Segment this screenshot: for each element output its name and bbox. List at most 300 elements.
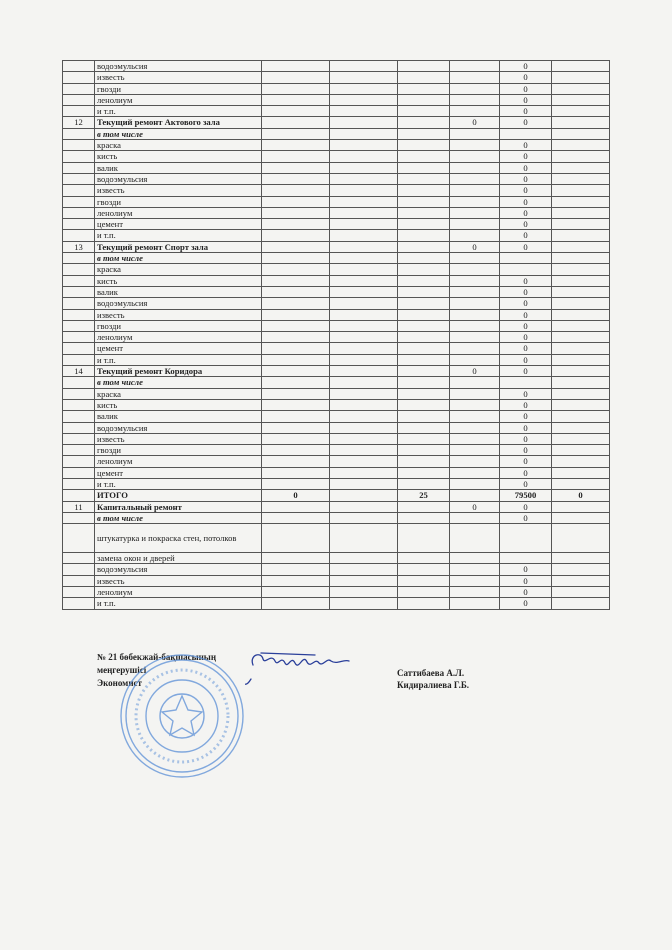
- value-cell: 79500: [500, 490, 552, 501]
- value-cell: [552, 598, 610, 609]
- value-cell: 0: [500, 445, 552, 456]
- row-number-cell: [63, 411, 95, 422]
- row-number-cell: [63, 343, 95, 354]
- value-cell: [262, 83, 330, 94]
- value-cell: [262, 219, 330, 230]
- value-cell: [398, 72, 450, 83]
- value-cell: [398, 553, 450, 564]
- value-cell: [262, 185, 330, 196]
- item-label-cell: в том числе: [95, 253, 262, 264]
- value-cell: [330, 456, 398, 467]
- value-cell: [500, 253, 552, 264]
- value-cell: 0: [500, 467, 552, 478]
- value-cell: [330, 207, 398, 218]
- value-cell: [262, 467, 330, 478]
- value-cell: [262, 140, 330, 151]
- value-cell: [398, 445, 450, 456]
- value-cell: [330, 219, 398, 230]
- value-cell: 0: [500, 512, 552, 523]
- table-row: [63, 445, 610, 456]
- value-cell: [552, 564, 610, 575]
- item-label-cell: водоэмульсия: [95, 61, 262, 72]
- value-cell: [450, 524, 500, 553]
- value-cell: [262, 320, 330, 331]
- item-label-cell: ленолиум: [95, 587, 262, 598]
- value-cell: [552, 219, 610, 230]
- value-cell: [262, 587, 330, 598]
- value-cell: [450, 61, 500, 72]
- row-number-cell: [63, 286, 95, 297]
- value-cell: [330, 399, 398, 410]
- value-cell: [450, 264, 500, 275]
- value-cell: [552, 106, 610, 117]
- value-cell: 0: [552, 490, 610, 501]
- value-cell: [450, 151, 500, 162]
- value-cell: 0: [500, 83, 552, 94]
- value-cell: [398, 253, 450, 264]
- item-label-cell: ленолиум: [95, 456, 262, 467]
- value-cell: [552, 61, 610, 72]
- value-cell: [450, 207, 500, 218]
- value-cell: [262, 298, 330, 309]
- value-cell: [552, 196, 610, 207]
- value-cell: [398, 332, 450, 343]
- value-cell: [450, 106, 500, 117]
- value-cell: 0: [500, 399, 552, 410]
- table-row: [63, 456, 610, 467]
- value-cell: [330, 564, 398, 575]
- value-cell: [552, 366, 610, 377]
- value-cell: [262, 151, 330, 162]
- value-cell: [552, 151, 610, 162]
- value-cell: [552, 411, 610, 422]
- value-cell: [552, 456, 610, 467]
- value-cell: 0: [450, 117, 500, 128]
- value-cell: [262, 598, 330, 609]
- value-cell: [262, 241, 330, 252]
- item-label-cell: гвозди: [95, 445, 262, 456]
- value-cell: [552, 512, 610, 523]
- value-cell: [262, 366, 330, 377]
- value-cell: 0: [500, 411, 552, 422]
- table-row: [63, 490, 610, 501]
- value-cell: [330, 241, 398, 252]
- value-cell: [552, 320, 610, 331]
- table-row: [63, 94, 610, 105]
- value-cell: [398, 524, 450, 553]
- row-number-cell: [63, 298, 95, 309]
- value-cell: [450, 433, 500, 444]
- value-cell: 0: [500, 106, 552, 117]
- table-row: [63, 162, 610, 173]
- value-cell: [450, 196, 500, 207]
- row-number-cell: 11: [63, 501, 95, 512]
- row-number-cell: [63, 230, 95, 241]
- value-cell: [552, 94, 610, 105]
- item-label-cell: цемент: [95, 467, 262, 478]
- row-number-cell: [63, 490, 95, 501]
- value-cell: [552, 286, 610, 297]
- value-cell: 0: [450, 241, 500, 252]
- table-row: [63, 128, 610, 139]
- value-cell: [450, 219, 500, 230]
- value-cell: [398, 343, 450, 354]
- value-cell: [330, 598, 398, 609]
- table-row: [63, 587, 610, 598]
- value-cell: [500, 524, 552, 553]
- value-cell: [262, 422, 330, 433]
- value-cell: [450, 173, 500, 184]
- value-cell: [450, 422, 500, 433]
- value-cell: [330, 422, 398, 433]
- value-cell: [398, 587, 450, 598]
- table-row: [63, 553, 610, 564]
- value-cell: 0: [500, 61, 552, 72]
- value-cell: [398, 207, 450, 218]
- value-cell: [262, 456, 330, 467]
- value-cell: [500, 553, 552, 564]
- value-cell: [450, 162, 500, 173]
- item-label-cell: штукатурка и покраска стен, потолков: [95, 524, 262, 553]
- value-cell: 0: [500, 388, 552, 399]
- table-row: [63, 478, 610, 489]
- value-cell: [398, 264, 450, 275]
- value-cell: 0: [500, 94, 552, 105]
- table-row: [63, 366, 610, 377]
- item-label-cell: и т.п.: [95, 598, 262, 609]
- budget-table: [62, 60, 610, 610]
- value-cell: [450, 309, 500, 320]
- value-cell: [330, 72, 398, 83]
- table-row: [63, 388, 610, 399]
- value-cell: [262, 433, 330, 444]
- value-cell: [330, 524, 398, 553]
- item-label-cell: известь: [95, 575, 262, 586]
- value-cell: [398, 286, 450, 297]
- value-cell: 0: [500, 162, 552, 173]
- value-cell: [450, 275, 500, 286]
- table-row: [63, 230, 610, 241]
- value-cell: [262, 332, 330, 343]
- value-cell: [450, 140, 500, 151]
- value-cell: [330, 106, 398, 117]
- row-number-cell: [63, 219, 95, 230]
- table-row: [63, 467, 610, 478]
- value-cell: [552, 72, 610, 83]
- row-number-cell: [63, 253, 95, 264]
- value-cell: [262, 275, 330, 286]
- item-label-cell: в том числе: [95, 128, 262, 139]
- value-cell: [450, 377, 500, 388]
- item-label-cell: цемент: [95, 219, 262, 230]
- item-label-cell: гвозди: [95, 320, 262, 331]
- item-label-cell: Текущий ремонт Спорт зала: [95, 241, 262, 252]
- value-cell: [330, 128, 398, 139]
- value-cell: [398, 173, 450, 184]
- row-number-cell: [63, 61, 95, 72]
- item-label-cell: ленолиум: [95, 94, 262, 105]
- value-cell: [552, 343, 610, 354]
- value-cell: 0: [500, 501, 552, 512]
- value-cell: [552, 117, 610, 128]
- value-cell: [330, 94, 398, 105]
- value-cell: [262, 354, 330, 365]
- value-cell: [500, 128, 552, 139]
- row-number-cell: [63, 309, 95, 320]
- value-cell: [330, 298, 398, 309]
- value-cell: [262, 445, 330, 456]
- value-cell: [398, 185, 450, 196]
- signatory-name-2: Кидиралиева Г.Б.: [397, 680, 470, 690]
- item-label-cell: Текущий ремонт Актового зала: [95, 117, 262, 128]
- table-row: [63, 140, 610, 151]
- row-number-cell: [63, 564, 95, 575]
- value-cell: [398, 478, 450, 489]
- value-cell: [262, 575, 330, 586]
- row-number-cell: [63, 399, 95, 410]
- value-cell: [330, 140, 398, 151]
- row-number-cell: [63, 196, 95, 207]
- item-label-cell: гвозди: [95, 196, 262, 207]
- row-number-cell: [63, 575, 95, 586]
- value-cell: [450, 512, 500, 523]
- row-number-cell: [63, 354, 95, 365]
- row-number-cell: [63, 422, 95, 433]
- value-cell: [552, 354, 610, 365]
- value-cell: [330, 343, 398, 354]
- org-line-1: № 21 бөбекжай-бақшасының: [97, 652, 217, 662]
- value-cell: [398, 399, 450, 410]
- value-cell: [450, 320, 500, 331]
- value-cell: [262, 253, 330, 264]
- value-cell: [500, 377, 552, 388]
- value-cell: 0: [500, 185, 552, 196]
- item-label-cell: водоэмульсия: [95, 173, 262, 184]
- value-cell: [398, 117, 450, 128]
- value-cell: [398, 320, 450, 331]
- value-cell: [398, 501, 450, 512]
- table-row: [63, 501, 610, 512]
- value-cell: [552, 587, 610, 598]
- value-cell: [552, 388, 610, 399]
- value-cell: [262, 524, 330, 553]
- table-row: [63, 320, 610, 331]
- value-cell: [262, 411, 330, 422]
- value-cell: [262, 61, 330, 72]
- value-cell: 0: [500, 298, 552, 309]
- row-number-cell: [63, 151, 95, 162]
- value-cell: 25: [398, 490, 450, 501]
- value-cell: [330, 309, 398, 320]
- value-cell: 0: [262, 490, 330, 501]
- row-number-cell: 13: [63, 241, 95, 252]
- official-seal-stamp: [118, 652, 246, 780]
- value-cell: [552, 309, 610, 320]
- value-cell: [262, 388, 330, 399]
- value-cell: [262, 162, 330, 173]
- item-label-cell: водоэмульсия: [95, 564, 262, 575]
- row-number-cell: [63, 524, 95, 553]
- value-cell: [398, 433, 450, 444]
- row-number-cell: [63, 320, 95, 331]
- value-cell: 0: [500, 230, 552, 241]
- row-number-cell: [63, 456, 95, 467]
- table-row: [63, 399, 610, 410]
- value-cell: [398, 422, 450, 433]
- row-number-cell: [63, 173, 95, 184]
- value-cell: 0: [500, 219, 552, 230]
- value-cell: [450, 298, 500, 309]
- row-number-cell: [63, 512, 95, 523]
- table-row: [63, 598, 610, 609]
- value-cell: 0: [500, 241, 552, 252]
- item-label-cell: и т.п.: [95, 106, 262, 117]
- value-cell: [552, 467, 610, 478]
- value-cell: [330, 553, 398, 564]
- value-cell: [330, 467, 398, 478]
- value-cell: [398, 230, 450, 241]
- value-cell: [450, 467, 500, 478]
- value-cell: [398, 598, 450, 609]
- value-cell: [330, 264, 398, 275]
- value-cell: [330, 83, 398, 94]
- value-cell: [552, 478, 610, 489]
- value-cell: [552, 298, 610, 309]
- table-row: [63, 106, 610, 117]
- row-number-cell: [63, 467, 95, 478]
- item-label-cell: цемент: [95, 343, 262, 354]
- org-line-2: меңгерушісі: [97, 665, 147, 675]
- value-cell: [330, 411, 398, 422]
- value-cell: [552, 83, 610, 94]
- table-row: [63, 264, 610, 275]
- value-cell: [330, 445, 398, 456]
- value-cell: [450, 230, 500, 241]
- item-label-cell: и т.п.: [95, 478, 262, 489]
- value-cell: [330, 151, 398, 162]
- row-number-cell: [63, 264, 95, 275]
- table-row: [63, 173, 610, 184]
- value-cell: [552, 264, 610, 275]
- value-cell: [262, 501, 330, 512]
- value-cell: 0: [450, 366, 500, 377]
- row-number-cell: [63, 553, 95, 564]
- value-cell: [552, 332, 610, 343]
- value-cell: [262, 478, 330, 489]
- row-number-cell: [63, 83, 95, 94]
- row-number-cell: 14: [63, 366, 95, 377]
- value-cell: [330, 490, 398, 501]
- value-cell: [262, 72, 330, 83]
- value-cell: [398, 467, 450, 478]
- item-label-cell: и т.п.: [95, 354, 262, 365]
- value-cell: [398, 61, 450, 72]
- table-row: [63, 241, 610, 252]
- value-cell: [330, 354, 398, 365]
- item-label-cell: водоэмульсия: [95, 422, 262, 433]
- table-row: [63, 411, 610, 422]
- item-label-cell: ИТОГО: [95, 490, 262, 501]
- value-cell: [262, 117, 330, 128]
- value-cell: [552, 162, 610, 173]
- table-row: [63, 343, 610, 354]
- value-cell: [398, 128, 450, 139]
- table-row: [63, 332, 610, 343]
- value-cell: [450, 553, 500, 564]
- item-label-cell: замена окон и дверей: [95, 553, 262, 564]
- item-label-cell: в том числе: [95, 377, 262, 388]
- value-cell: [450, 411, 500, 422]
- item-label-cell: кисть: [95, 275, 262, 286]
- table-row: [63, 564, 610, 575]
- value-cell: [262, 286, 330, 297]
- value-cell: [398, 366, 450, 377]
- value-cell: [398, 140, 450, 151]
- item-label-cell: известь: [95, 185, 262, 196]
- value-cell: [450, 445, 500, 456]
- value-cell: 0: [500, 422, 552, 433]
- value-cell: [262, 264, 330, 275]
- table-row: [63, 377, 610, 388]
- table-row: [63, 309, 610, 320]
- item-label-cell: известь: [95, 433, 262, 444]
- value-cell: 0: [500, 286, 552, 297]
- value-cell: [552, 399, 610, 410]
- row-number-cell: [63, 162, 95, 173]
- item-label-cell: и т.п.: [95, 230, 262, 241]
- value-cell: [330, 377, 398, 388]
- item-label-cell: кисть: [95, 151, 262, 162]
- value-cell: [330, 196, 398, 207]
- item-label-cell: валик: [95, 286, 262, 297]
- table-row: [63, 207, 610, 218]
- value-cell: [450, 332, 500, 343]
- row-number-cell: [63, 377, 95, 388]
- value-cell: [552, 275, 610, 286]
- row-number-cell: [63, 598, 95, 609]
- table-row: [63, 61, 610, 72]
- item-label-cell: Текущий ремонт Коридора: [95, 366, 262, 377]
- value-cell: [330, 230, 398, 241]
- value-cell: [450, 478, 500, 489]
- value-cell: [552, 553, 610, 564]
- value-cell: [450, 253, 500, 264]
- table-row: [63, 151, 610, 162]
- value-cell: [330, 173, 398, 184]
- table-row: [63, 422, 610, 433]
- value-cell: [450, 575, 500, 586]
- value-cell: 0: [500, 354, 552, 365]
- row-number-cell: [63, 587, 95, 598]
- value-cell: [262, 207, 330, 218]
- value-cell: [398, 456, 450, 467]
- value-cell: [330, 286, 398, 297]
- value-cell: [450, 286, 500, 297]
- value-cell: [398, 106, 450, 117]
- value-cell: [552, 433, 610, 444]
- value-cell: [398, 275, 450, 286]
- item-label-cell: в том числе: [95, 512, 262, 523]
- value-cell: 0: [500, 207, 552, 218]
- value-cell: [398, 83, 450, 94]
- row-number-cell: [63, 128, 95, 139]
- value-cell: [450, 343, 500, 354]
- value-cell: [398, 309, 450, 320]
- value-cell: [330, 61, 398, 72]
- value-cell: [450, 490, 500, 501]
- value-cell: [398, 354, 450, 365]
- row-number-cell: [63, 445, 95, 456]
